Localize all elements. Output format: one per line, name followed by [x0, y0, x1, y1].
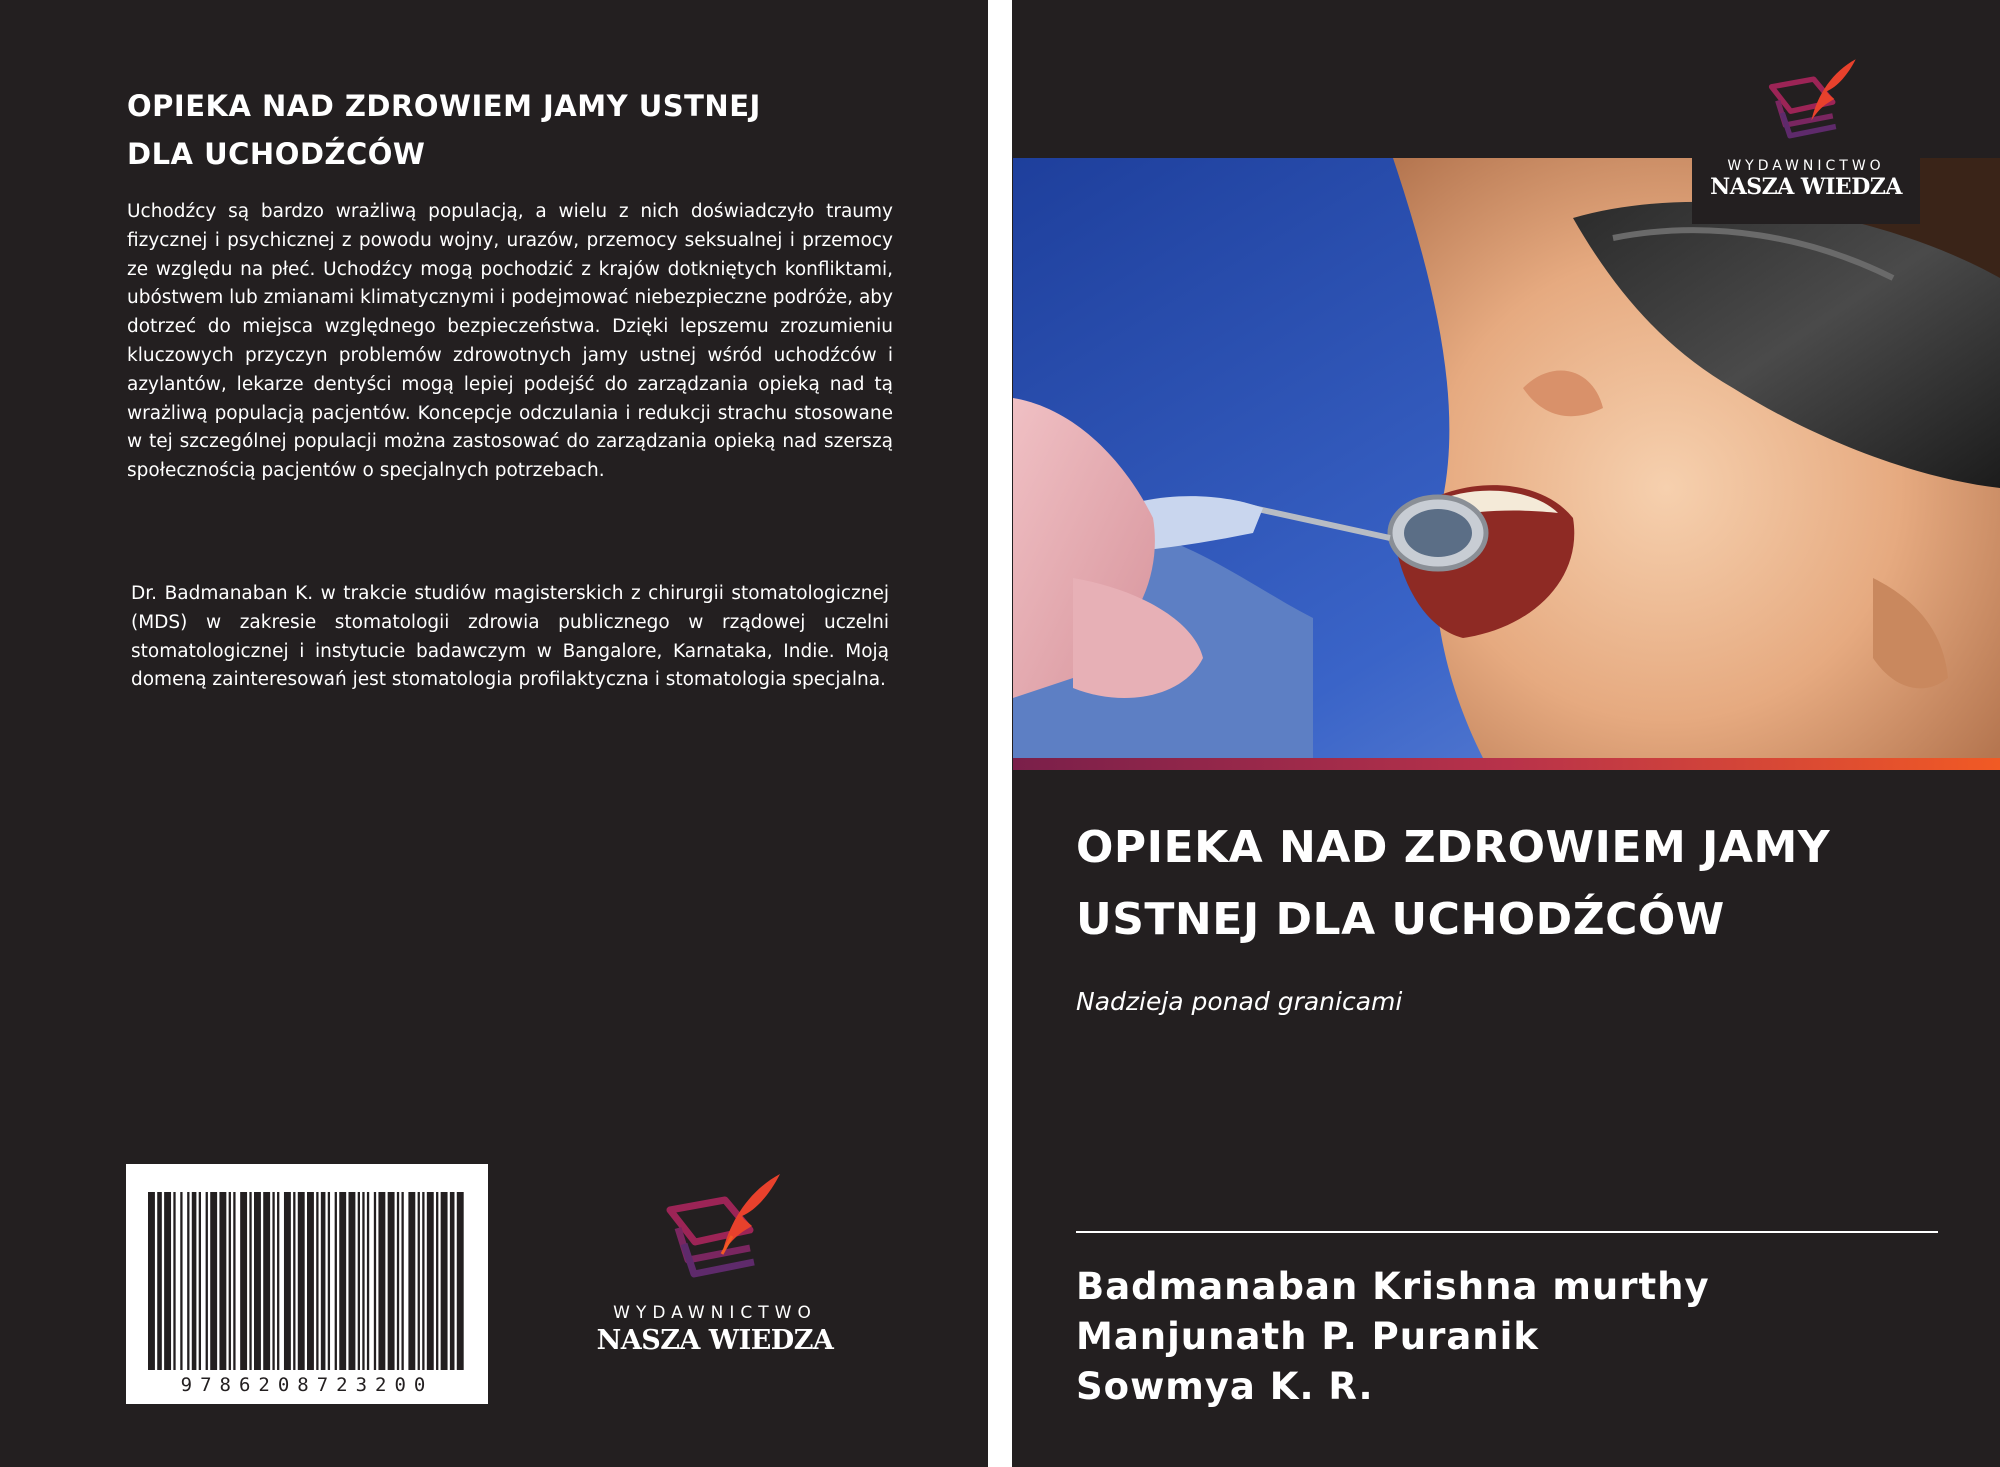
front-cover-title — [1076, 812, 1956, 956]
back-title-line-2: DLA UCHODŹCÓW — [127, 137, 426, 171]
book-blurb: Uchodźcy są bardzo wrażliwą populacją, a wielu z nich doświadczyło traumy fizycznej i psychicznej z powodu wojny, urazów, przemocy seksualnej i przemocy ze względu na płeć. Uchodźcy mogą pochodzić z krajów dotkniętych konfliktami, ubóstwem lub zmianami klimatycznymi i podejmować niebezpieczne podróże, aby dotrzeć do miejsca względnego bezpieczeństwa. Dzięki lepszemu zrozumieniu kluczowych przyczyn problemów zdrowotnych jamy ustnej wśród uchodźców i azylantów, lekarze dentyści mogą lepiej podejść do zarządzania opieką nad tą wrażliwą populacją pacjentów. Koncepcje odczulania i redukcji strachu stosowane w tej szczególnej populacji można zastosować do zarządzania opieką nad szerszą społecznością pacjentów o specjalnych potrzebach. — [127, 201, 893, 482]
isbn-barcode — [126, 1164, 488, 1404]
publisher-word-2: NASZA WIEDZA — [596, 1325, 834, 1356]
back-title-line-1: OPIEKA NAD ZDROWIEM JAMY USTNEJ — [127, 89, 761, 123]
divider-line — [1076, 1231, 1938, 1233]
author-bio: Dr. Badmanaban K. w trakcie studiów magisterskich z chirurgii stomatologicznej (MDS) w zakresie stomatologii zdrowia publicznego w rządowej uczelni stomatologicznej i instytucie badawczym w Bangalore, Karnataka, Indie. Moją domeną zainteresowań jest stomatologia profilaktyczna i stomatologia specjalna. — [131, 583, 889, 691]
front-title-line-2: USTNEJ DLA UCHODŹCÓW — [1076, 894, 1725, 945]
isbn-number: 9786208723200 — [180, 1374, 434, 1396]
front-cover — [1012, 0, 2000, 1467]
author-list — [1076, 1262, 1710, 1412]
author-name: Manjunath P. Puranik — [1076, 1315, 1539, 1358]
publisher-word-2: NASZA WIEDZA — [1710, 174, 1902, 200]
author-name: Sowmya K. R. — [1076, 1365, 1374, 1408]
back-cover — [0, 0, 988, 1467]
book-quill-icon — [630, 1170, 800, 1295]
front-title-line-1: OPIEKA NAD ZDROWIEM JAMY — [1076, 822, 1831, 873]
publisher-word-1: WYDAWNICTWO — [1727, 158, 1885, 174]
publisher-logo-back — [585, 1170, 845, 1356]
publisher-word-1: WYDAWNICTWO — [613, 1303, 817, 1323]
child-dental-exam-photo — [1013, 158, 2000, 758]
cover-photo — [1013, 158, 2000, 758]
book-quill-icon — [1741, 56, 1871, 152]
back-cover-title — [127, 82, 887, 178]
accent-bar — [1013, 758, 2000, 770]
author-name: Badmanaban Krishna murthy — [1076, 1265, 1710, 1308]
publisher-logo-front — [1692, 50, 1920, 224]
barcode-icon — [146, 1192, 468, 1370]
subtitle: Nadzieja ponad granicami — [1076, 987, 1403, 1016]
